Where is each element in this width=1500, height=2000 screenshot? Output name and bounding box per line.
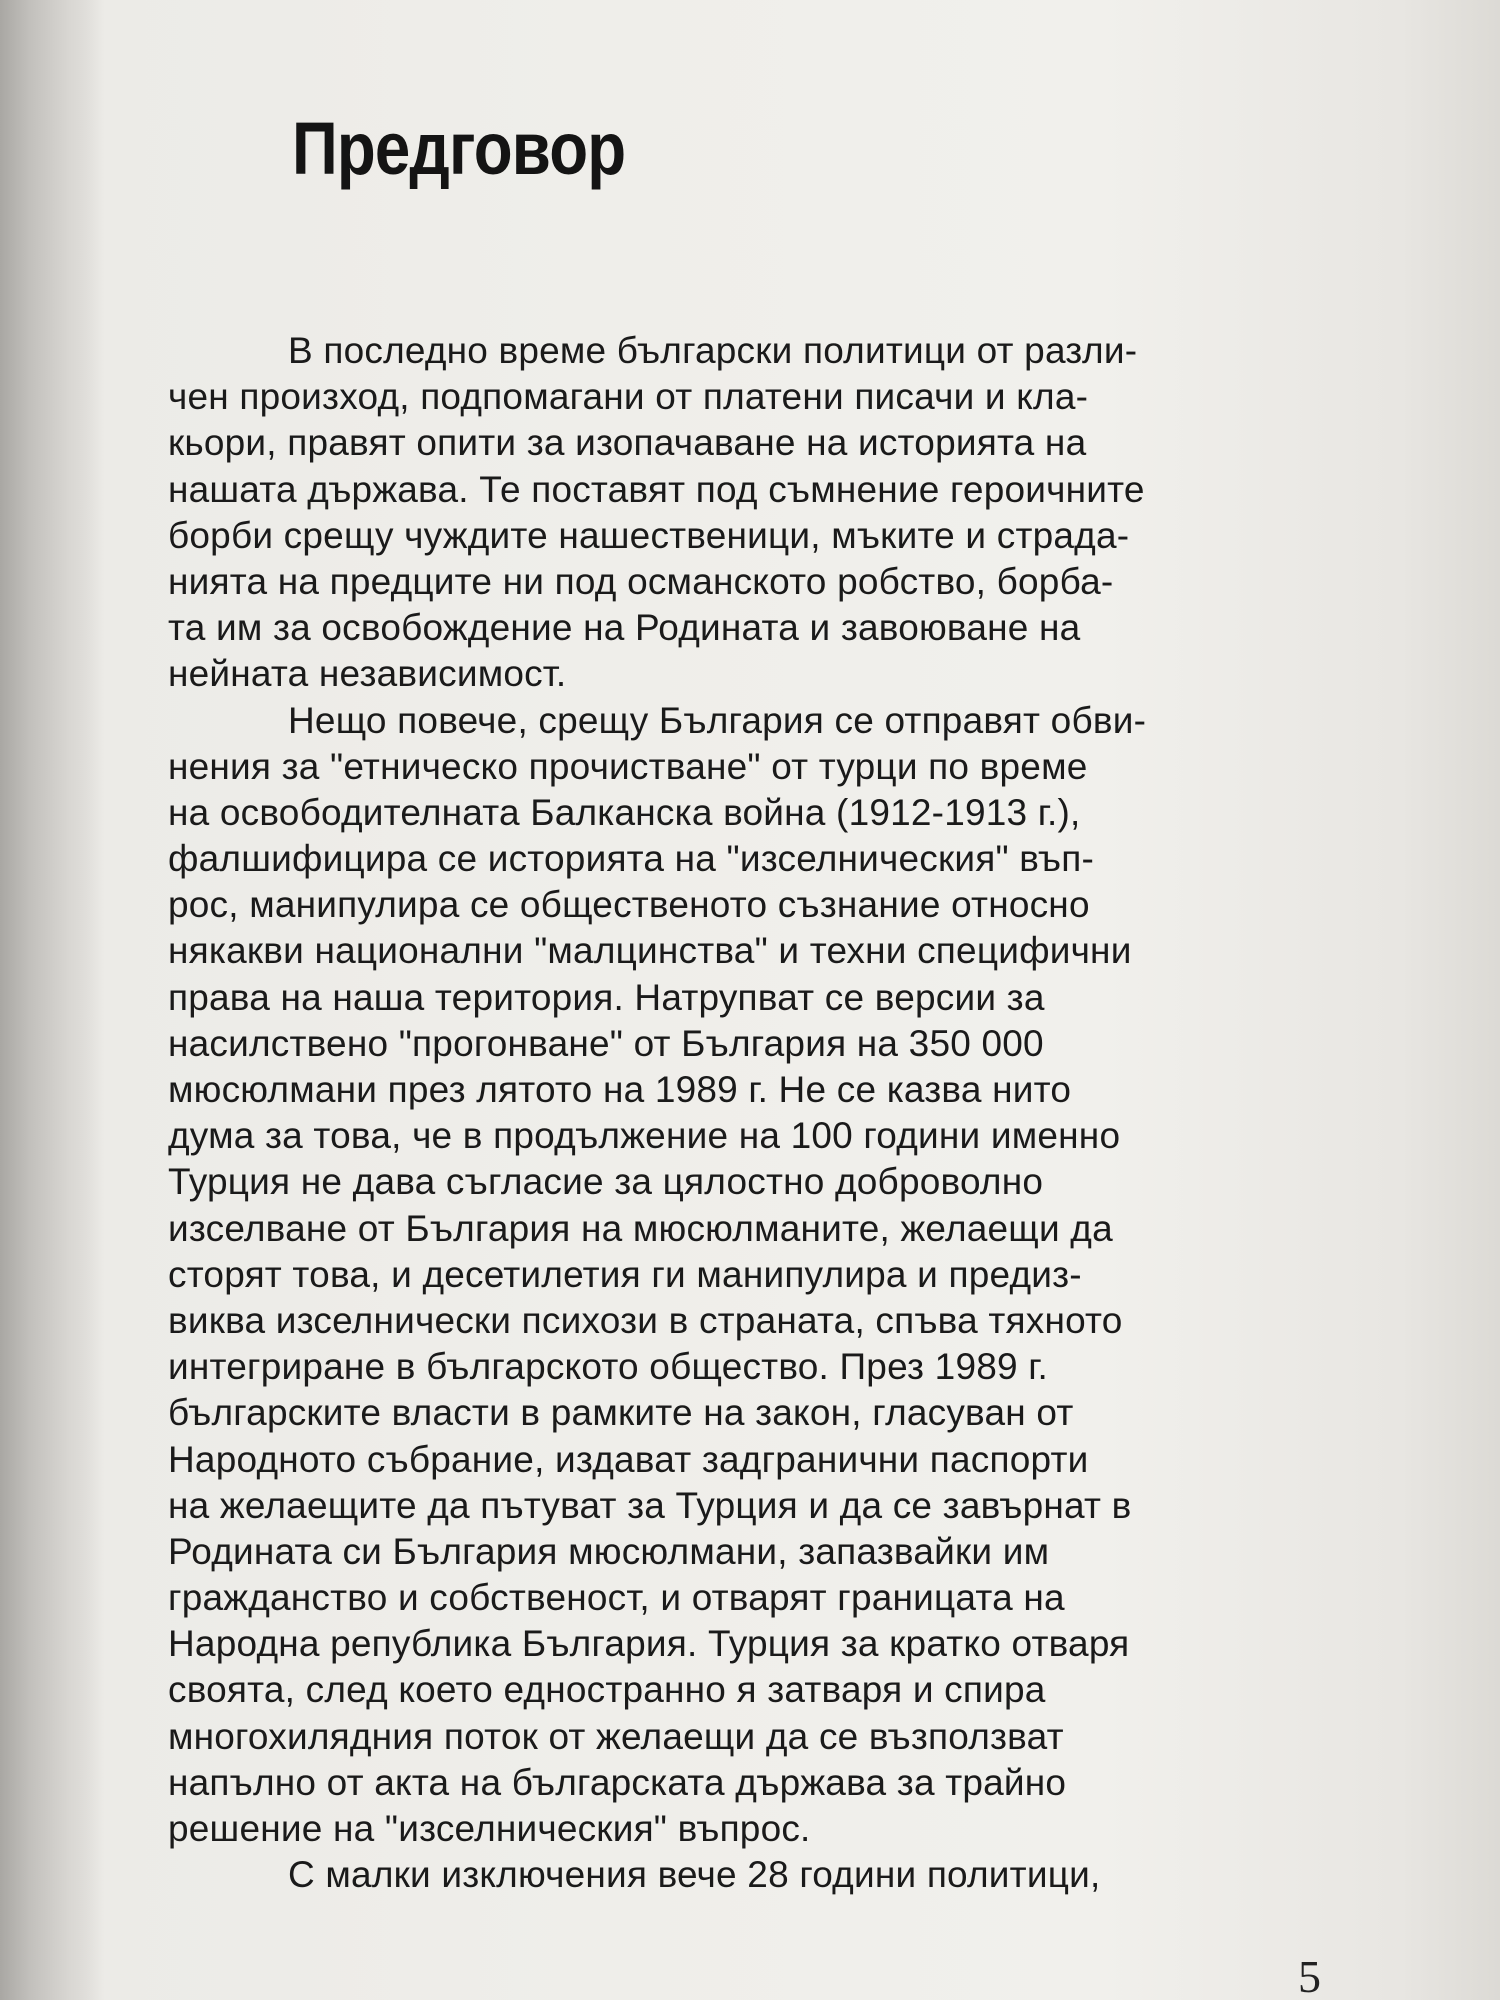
text-line: многохилядния поток от желаещи да се възползват <box>168 1715 1064 1757</box>
text-line: нашата държава. Те поставят под съмнение героичните <box>168 468 1145 510</box>
text-line: Нещо повече, срещу България се отправят обви- <box>288 699 1147 741</box>
text-line: на освободителната Балканска война (1912-1913 г.), <box>168 791 1081 833</box>
text-line: гражданство и собственост, и отварят границата на <box>168 1577 1065 1619</box>
text-line: рос, манипулира се общественото съзнание относно <box>168 884 1090 926</box>
text-line: нейната независимост. <box>168 653 567 695</box>
page-number: 5 <box>1298 1951 1321 2000</box>
text-line: на желаещите да пътуват за Турция и да се завърнат в <box>168 1484 1132 1526</box>
text-line: чен произход, подпомагани от платени писачи и кла- <box>168 376 1089 418</box>
text-line: та им за освобождение на Родината и завоюване на <box>168 607 1081 649</box>
book-gutter-shadow <box>0 0 105 2000</box>
text-line: напълно от акта на българската държава за трайно <box>168 1761 1067 1803</box>
text-line: нения за "етническо прочистване" от турци по време <box>168 745 1088 787</box>
text-line: В последно време български политици от разли- <box>288 330 1138 371</box>
page-title: Предговор <box>292 107 626 190</box>
preface-body-text <box>168 328 1308 1898</box>
text-line: своята, след което едностранно я затваря и спира <box>168 1669 1046 1711</box>
text-line: насилствено "прогонване" от България на 350 000 <box>168 1022 1044 1064</box>
text-line: права на наша територия. Натрупват се версии за <box>168 976 1045 1018</box>
text-line: изселване от България на мюсюлманите, желаещи да <box>168 1207 1113 1249</box>
text-line: интегриране в българското общество. През 1989 г. <box>168 1346 1048 1388</box>
text-line: кьори, правят опити за изопачаване на историята на <box>168 422 1087 464</box>
text-line: виква изселнически психози в страната, спъва тяхното <box>168 1299 1123 1341</box>
text-line: сторят това, и десетилетия ги манипулира и предиз- <box>168 1253 1082 1295</box>
text-line: Турция не дава съгласие за цялостно доброволно <box>168 1161 1044 1203</box>
text-line: Народното събрание, издават задгранични паспорти <box>168 1438 1089 1480</box>
text-line: Родината си България мюсюлмани, запазвайки им <box>168 1530 1050 1572</box>
text-line: борби срещу чуждите нашественици, мъките и страда- <box>168 514 1130 556</box>
text-line: някакви национални "малцинства" и техни специфични <box>168 930 1132 972</box>
text-line: нията на предците ни под османското робство, борба- <box>168 560 1114 602</box>
text-line: мюсюлмани през лятото на 1989 г. Не се казва нито <box>168 1069 1072 1110</box>
text-line: българските власти в рамките на закон, гласуван от <box>168 1392 1074 1434</box>
text-line: Народна република България. Турция за кратко отваря <box>168 1623 1130 1665</box>
text-line: фалшифицира се историята на "изселническия" въп- <box>168 838 1095 880</box>
text-line: С малки изключения вече 28 години политици, <box>288 1854 1101 1896</box>
text-line: дума за това, че в продължение на 100 години именно <box>168 1115 1121 1157</box>
text-line: решение на "изселническия" въпрос. <box>168 1808 811 1849</box>
